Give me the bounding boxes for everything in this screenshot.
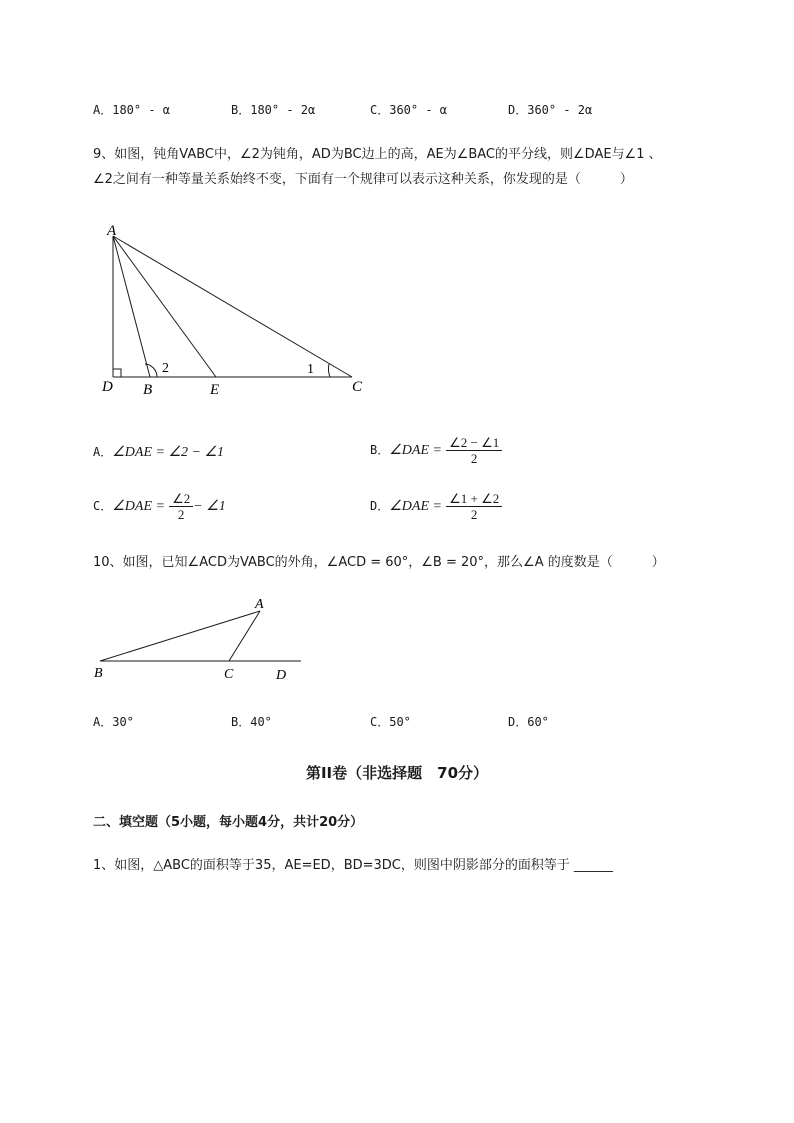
fill-question-1: 1、如图，△ABC的面积等于35，AE=ED，BD=3DC，则图中阴影部分的面积等于 ______ [93, 858, 614, 873]
label-c: C [224, 667, 234, 682]
q10-question: 10、如图，已知∠ACD为VABC的外角，∠ACD = 60°，∠B = 20°，那么∠A 的度数是（ ） [93, 555, 665, 570]
side-ac [229, 611, 260, 661]
right-angle-mark [113, 369, 121, 377]
label-d: D [102, 379, 113, 395]
side-ba [100, 611, 260, 661]
label-b: B [143, 382, 153, 398]
q9-question-line2: ∠2之间有一种等量关系始终不变，下面有一个规律可以表示这种关系，你发现的是（ ） [93, 172, 633, 187]
label-e: E [210, 382, 220, 398]
label-a: A [107, 223, 117, 239]
q9-question-line1: 9、如图，钝角VABC中，∠2为钝角，AD为BC边上的高，AE为∠BAC的平分线，则∠DAE与∠1 、 [93, 147, 662, 162]
label-angle-1: 1 [307, 362, 314, 377]
label-c: C [352, 379, 363, 395]
bisector-ae [113, 236, 216, 377]
label-b: B [94, 666, 103, 681]
q10-option-c: C．50° [370, 715, 411, 729]
q10-option-a: A．30° [93, 715, 134, 729]
side-ab [113, 236, 150, 377]
q10-option-b: B．40° [231, 715, 272, 729]
q9-option-b: B．∠DAE = $\frac{\angle 2 - \angle 1}{2}$ [370, 435, 502, 466]
q8-option-c: C．360° - α [370, 103, 448, 117]
q8-option-b: B．180° - 2α [231, 103, 316, 117]
side-ac [113, 236, 352, 377]
q10-option-d: D．60° [508, 715, 549, 729]
label-d: D [276, 668, 287, 683]
q9-option-a: A．∠DAE = ∠2 − ∠1 [93, 445, 224, 460]
q9-triangle-figure [95, 220, 375, 400]
label-angle-2: 2 [162, 361, 169, 376]
section-title: 第II卷（非选择题 70分） [305, 764, 489, 782]
q8-option-a: A．180° - α [93, 103, 171, 117]
q9-option-d: D．∠DAE = $\frac{\angle 1 + \angle 2}{2}$ [370, 491, 502, 522]
angle-1-arc [328, 364, 330, 377]
q8-option-d: D．360° - 2α [508, 103, 593, 117]
fill-blank-heading: 二、填空题（5小题，每小题4分，共计20分） [93, 815, 364, 830]
q10-triangle-figure [90, 595, 310, 685]
q9-option-c: C．∠DAE = $\frac{\angle 2}{2}$ − ∠1 [93, 491, 226, 522]
label-a: A [255, 597, 264, 612]
